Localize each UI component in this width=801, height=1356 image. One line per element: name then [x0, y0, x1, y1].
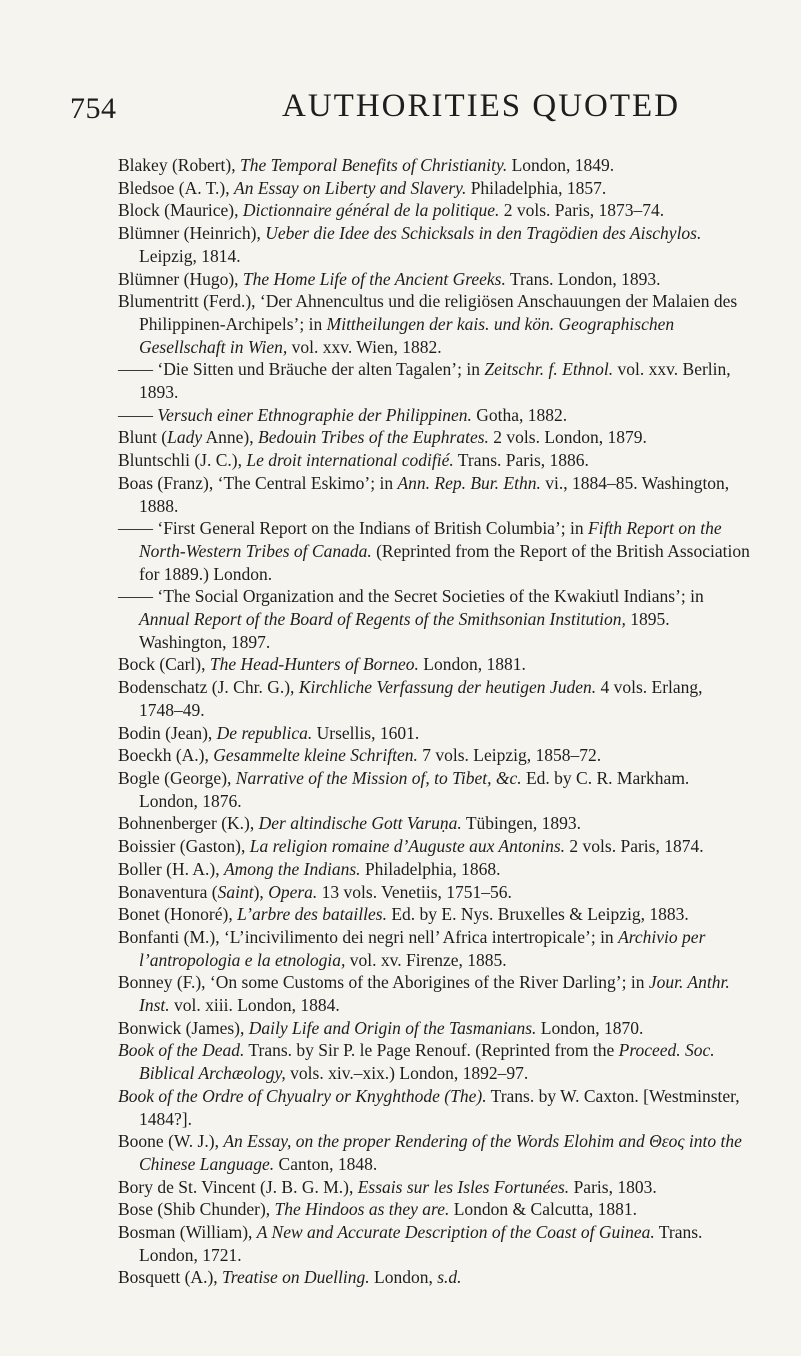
bibliography-entry — [118, 767, 750, 812]
italic-title-text: Ann. Rep. Bur. Ethn. — [397, 472, 541, 493]
bibliography-entry — [118, 358, 750, 403]
bibliography-entry — [118, 676, 750, 721]
italic-title-text: An Essay on Liberty and Slavery. — [234, 177, 467, 198]
italic-title-text: The Temporal Benefits of Christianity. — [239, 155, 508, 175]
entry-text: Boller (H. A.), — [118, 858, 224, 879]
entry-text: vol. xxv. Berlin, 1893. — [139, 359, 731, 403]
page-header — [0, 88, 801, 128]
italic-title-text: Der altindische Gott Varuṇa. — [258, 813, 462, 834]
italic-title-text: L’arbre des batailles. — [237, 904, 387, 925]
entry-text: vol. xiii. London, 1884. — [169, 995, 340, 1016]
italic-title-text: Bedouin Tribes of the Euphrates. — [258, 427, 489, 448]
italic-title-text: Zeitschr. f. Ethnol. — [484, 359, 614, 380]
entry-text: Blumentritt (Ferd.), ‘Der Ahnencultus und die religiösen Anschauungen der Malaien des Philippinen-Archipels’; in — [118, 291, 738, 334]
italic-title-text: The Head-Hunters of Borneo. — [209, 654, 419, 675]
italic-title-text: Jour. Anthr. Inst. — [139, 972, 730, 1016]
bibliography-entry — [118, 1176, 750, 1199]
entry-text: London, 1881. — [418, 654, 526, 675]
entry-text: vols. xiv.–xix.) London, 1892–97. — [285, 1063, 529, 1084]
entry-text: 7 vols. Leipzig, 1858–72. — [417, 745, 602, 766]
italic-title-text: Kirchliche Verfassung der heutigen Juden. — [298, 677, 597, 698]
italic-title-text: Book of the Dead. — [118, 1040, 245, 1061]
entry-text: 2 vols. Paris, 1874. — [565, 836, 704, 857]
entry-text: Philadelphia, 1857. — [466, 177, 607, 198]
bibliography-entry — [118, 812, 750, 835]
italic-title-text: An Essay, on the proper Rendering of the Words Elohim and Θεος into the Chinese Language. — [139, 1131, 742, 1174]
entry-text: London, — [369, 1267, 438, 1288]
entry-text: —— ‘The Social Organization and the Secret Societies of the Kwakiutl Indians’; in — [118, 586, 704, 607]
entry-text: Anne), — [202, 427, 259, 448]
running-head: AUTHORITIES QUOTED — [282, 88, 681, 124]
entry-text: —— ‘First General Report on the Indians of British Columbia’; in — [118, 518, 589, 539]
italic-title-text: De republica. — [216, 722, 313, 743]
entry-text: Bonaventura ( — [118, 881, 218, 902]
entry-text: 2 vols. London, 1879. — [488, 427, 647, 448]
entry-text: vi., 1884–85. Washington, 1888. — [139, 472, 730, 516]
bibliography-entry — [118, 653, 750, 676]
bibliography-entry — [118, 426, 750, 449]
bibliography-entry — [118, 926, 750, 971]
italic-title-text: Among the Indians. — [223, 858, 361, 879]
entry-text: Blakey (Robert), — [118, 155, 240, 175]
entry-text: Trans. London, 1893. — [505, 268, 661, 289]
italic-title-text: The Hindoos as they are. — [274, 1199, 450, 1220]
bibliography-list — [118, 154, 750, 1289]
italic-title-text: Essais sur les Isles Fortunées. — [357, 1176, 570, 1197]
italic-title-text: Daily Life and Origin of the Tasmanians. — [248, 1017, 537, 1038]
entry-text: Bonet (Honoré), — [118, 904, 238, 925]
entry-text: Trans. by Sir P. le Page Renouf. (Reprinted from the — [244, 1040, 619, 1061]
italic-title-text: Opera. — [268, 881, 318, 902]
italic-title-text: Book of the Ordre of Chyualry or Knyghthode (The). — [118, 1085, 487, 1106]
entry-text: Bory de St. Vincent (J. B. G. M.), — [118, 1176, 358, 1197]
bibliography-entry — [118, 1130, 750, 1175]
entry-text: Trans. London, 1721. — [139, 1222, 703, 1265]
entry-text: 4 vols. Erlang, 1748–49. — [139, 677, 703, 720]
italic-title-text: s.d. — [437, 1267, 462, 1288]
entry-text: London & Calcutta, 1881. — [449, 1199, 637, 1220]
italic-title-text: Narrative of the Mission of, to Tibet, &c. — [235, 767, 522, 788]
italic-title-text: A New and Accurate Description of the Coast of Guinea. — [256, 1222, 655, 1243]
entry-text: Blümner (Hugo), — [118, 268, 243, 289]
entry-text: Bock (Carl), — [118, 654, 210, 675]
entry-text: Bonwick (James), — [118, 1017, 249, 1038]
entry-text: vol. xv. Firenze, 1885. — [345, 949, 507, 970]
entry-text: Blunt ( — [118, 427, 168, 448]
bibliography-entry — [118, 222, 750, 267]
entry-text: Gotha, 1882. — [471, 404, 568, 425]
page-number: 754 — [70, 92, 117, 125]
italic-title-text: Gesammelte kleine Schriften. — [213, 745, 418, 766]
bibliography-entry — [118, 858, 750, 881]
entry-text: (Reprinted from the Report of the British Association for 1889.) London. — [139, 540, 750, 584]
entry-text: Bledsoe (A. T.), — [118, 177, 234, 198]
entry-text: Bodenschatz (J. Chr. G.), — [118, 677, 299, 698]
entry-text: —— ‘Die Sitten und Bräuche der alten Tagalen’; in — [118, 359, 485, 380]
bibliography-entry — [118, 268, 750, 291]
italic-title-text: Saint — [217, 881, 254, 902]
bibliography-entry — [118, 154, 750, 177]
bibliography-entry — [118, 971, 750, 1016]
italic-title-text: Versuch einer Ethnographie der Philippinen. — [157, 404, 472, 425]
bibliography-entry — [118, 1085, 750, 1130]
bibliography-entry — [118, 585, 750, 653]
bibliography-entry — [118, 1266, 750, 1289]
italic-title-text: Le droit international codifié. — [246, 450, 454, 471]
bibliography-entry — [118, 903, 750, 926]
entry-text: Boas (Franz), ‘The Central Eskimo’; in — [118, 472, 398, 493]
entry-text: Boissier (Gaston), — [118, 836, 250, 857]
entry-text: 2 vols. Paris, 1873–74. — [499, 200, 665, 221]
entry-text: Bohnenberger (K.), — [118, 813, 259, 834]
entry-text: Bodin (Jean), — [118, 722, 217, 743]
bibliography-entry — [118, 1039, 750, 1084]
bibliography-entry — [118, 290, 750, 358]
entry-text: —— — [118, 404, 158, 425]
italic-title-text: Proceed. Soc. Biblical Archæology, — [139, 1040, 715, 1084]
entry-text: Ed. by E. Nys. Bruxelles & Leipzig, 1883. — [386, 904, 689, 925]
entry-text: Paris, 1803. — [569, 1176, 657, 1197]
entry-text: Trans. Paris, 1886. — [453, 450, 589, 471]
italic-title-text: Archivio per l’antropologia e la etnologia, — [139, 926, 706, 970]
bibliography-entry — [118, 722, 750, 745]
italic-title-text: The Home Life of the Ancient Greeks. — [242, 268, 506, 289]
italic-title-text: La religion romaine d’Auguste aux Antonins. — [249, 836, 566, 857]
entry-text: Bluntschli (J. C.), — [118, 450, 247, 471]
entry-text: Tübingen, 1893. — [461, 813, 582, 834]
bibliography-entry — [118, 881, 750, 904]
bibliography-entry — [118, 199, 750, 222]
bibliography-entry — [118, 744, 750, 767]
bibliography-entry — [118, 1221, 750, 1266]
entry-text: Bosquett (A.), — [118, 1267, 223, 1288]
entry-text: Bonfanti (M.), ‘L’incivilimento dei negri nell’ Africa intertropicale’; in — [118, 926, 619, 947]
bibliography-entry — [118, 835, 750, 858]
italic-title-text: Lady — [167, 427, 203, 448]
entry-text: Block (Maurice), — [118, 200, 243, 221]
italic-title-text: Fifth Report on the North-Western Tribes of Canada. — [139, 518, 722, 561]
entry-text: 1895. Washington, 1897. — [139, 609, 670, 652]
entry-text: Boone (W. J.), — [118, 1131, 224, 1152]
entry-text: Ed. by C. R. Markham. London, 1876. — [139, 767, 690, 811]
entry-text: Bogle (George), — [118, 767, 236, 788]
entry-text: London, 1849. — [507, 155, 615, 175]
italic-title-text: Mittheilungen der kais. und kön. Geographischen Gesellschaft in Wien, — [139, 313, 675, 357]
bibliography-entry — [118, 1017, 750, 1040]
bibliography-entry — [118, 1198, 750, 1221]
entry-text: 13 vols. Venetiis, 1751–56. — [317, 881, 512, 902]
italic-title-text: Dictionnaire général de la politique. — [242, 200, 500, 221]
entry-text: Bosman (William), — [118, 1222, 257, 1243]
entry-text: Boeckh (A.), — [118, 745, 214, 766]
bibliography-entry — [118, 517, 750, 585]
entry-text: Trans. by W. Caxton. [Westminster, 1484?]. — [139, 1085, 740, 1129]
italic-title-text: Annual Report of the Board of Regents of the Smithsonian Institution, — [139, 609, 626, 630]
bibliography-entry — [118, 404, 750, 427]
entry-text: Ursellis, 1601. — [312, 722, 420, 743]
entry-text: ), — [253, 881, 269, 902]
bibliography-entry — [118, 449, 750, 472]
entry-text: Bonney (F.), ‘On some Customs of the Aborigines of the River Darling’; in — [118, 972, 649, 993]
entry-text: London, 1870. — [536, 1017, 644, 1038]
entry-text: vol. xxv. Wien, 1882. — [287, 336, 442, 357]
entry-text: Leipzig, 1814. — [139, 245, 241, 266]
bibliography-entry — [118, 472, 750, 517]
entry-text: Canton, 1848. — [274, 1153, 378, 1174]
entry-text: Philadelphia, 1868. — [360, 858, 501, 879]
entry-text: Bose (Shib Chunder), — [118, 1199, 275, 1220]
entry-text: Blümner (Heinrich), — [118, 223, 266, 244]
italic-title-text: Treatise on Duelling. — [222, 1267, 370, 1288]
italic-title-text: Ueber die Idee des Schicksals in den Tragödien des Aischylos. — [265, 223, 702, 244]
bibliography-entry — [118, 177, 750, 200]
